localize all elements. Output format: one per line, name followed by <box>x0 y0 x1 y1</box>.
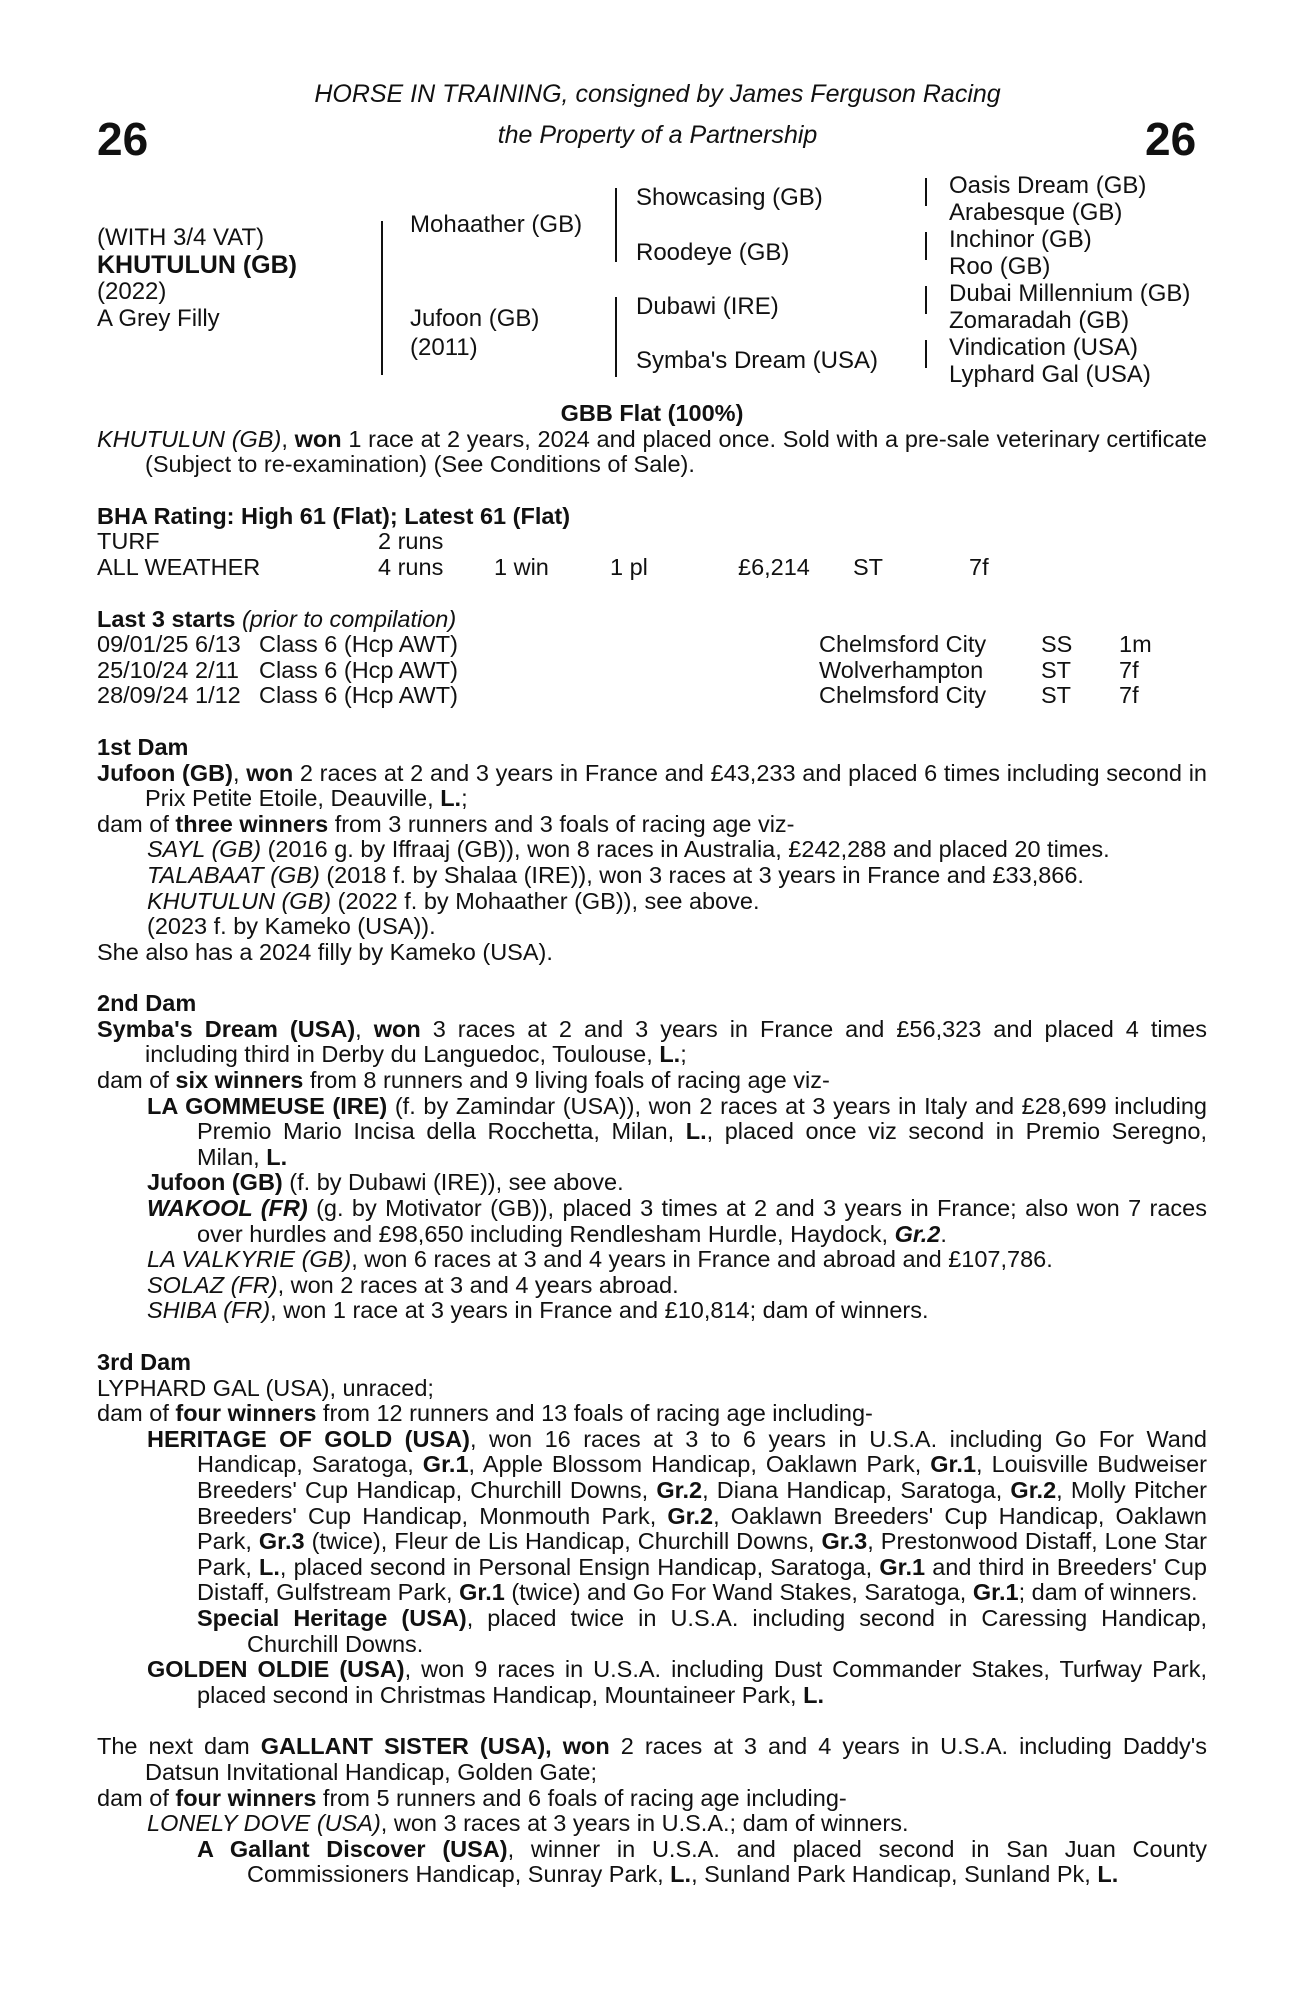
third-dam-heading: 3rd Dam <box>97 1349 192 1375</box>
granddam-3: Zomaradah (GB) <box>949 307 1130 334</box>
produce-text: , winner in U.S.A. and placed second in San Juan County Commissioners Handicap, Sunray Park, <box>247 1835 1207 1888</box>
last-starts-section <box>97 607 1207 709</box>
group-mark: Gr.3 <box>258 1528 305 1555</box>
produce-name: KHUTULUN (GB) <box>147 887 332 914</box>
start-going: ST <box>1041 682 1072 709</box>
group-mark: Gr.1 <box>930 1451 977 1478</box>
grandsire-1: Oasis Dream (GB) <box>949 172 1147 199</box>
produce-name: SHIBA (FR) <box>147 1297 271 1324</box>
start-distance: 1m <box>1119 631 1152 658</box>
listed-mark: L. <box>259 1553 280 1580</box>
dam: Jufoon (GB) <box>410 305 540 332</box>
first-dam-heading: 1st Dam <box>97 733 189 760</box>
pedigree-brace-3d <box>925 340 927 368</box>
group-mark: Gr.1 <box>422 1451 469 1478</box>
next-dam-pre: The next dam <box>97 1733 261 1760</box>
produce-text: . <box>940 1220 947 1247</box>
bha-section <box>97 504 1207 581</box>
pedigree-brace-2b <box>615 297 617 377</box>
sire-sire: Showcasing (GB) <box>636 184 823 211</box>
turf-runs: 2 runs <box>378 528 444 555</box>
second-dam-record: Symba's Dream (USA), won 3 races at 2 and 3 years in France and £56,323 and placed 4 times including third in Derby du Languedoc, Toulouse, L.; <box>97 1015 1208 1068</box>
lot-number-right: 26 <box>1145 113 1197 165</box>
produce-text: , won 1 race at 3 years in France and £10,814; dam of winners. <box>270 1297 929 1324</box>
produce-name: Special Heritage (USA) <box>197 1604 467 1631</box>
produce-name: WAKOOL (FR) <box>147 1195 308 1222</box>
damof-post: from 8 runners and 9 living foals of racing age viz- <box>303 1067 830 1094</box>
start-course: Wolverhampton <box>819 656 984 683</box>
pedigree-brace-2a <box>615 188 617 262</box>
start-class: Class 6 (Hcp AWT) <box>259 682 458 709</box>
second-dam-won: won <box>373 1015 421 1042</box>
horse-year: (2022) <box>97 278 167 305</box>
start-class: Class 6 (Hcp AWT) <box>259 631 458 658</box>
next-dam-section <box>97 1734 1207 1888</box>
damof-bold: three winners <box>175 810 329 837</box>
listed-mark: L. <box>440 785 462 812</box>
first-dam-record: Jufoon (GB), won 2 races at 2 and 3 years in France and £43,233 and placed 6 times including second in Prix Petite Etoile, Deauville, L.; <box>97 759 1208 812</box>
horse-description: A Grey Filly <box>97 305 220 332</box>
produce-text: (f. by Zamindar (USA)), won 2 races at 3 years in Italy and £28,699 including Premio Mario Incisa della Rocchetta, Milan, <box>197 1092 1207 1145</box>
damof-bold: four winners <box>175 1784 317 1811</box>
produce-entry <box>97 1657 1207 1708</box>
group-mark: Gr.3 <box>821 1528 868 1555</box>
start-position: 6/13 <box>195 631 241 658</box>
aw-label: ALL WEATHER <box>97 553 261 580</box>
last-starts-note: (prior to compilation) <box>241 605 457 632</box>
damof-post: from 3 runners and 3 foals of racing age viz- <box>328 810 795 837</box>
damof-post: from 12 runners and 13 foals of racing age including- <box>316 1400 873 1427</box>
first-dam-tail: ; <box>461 785 468 812</box>
produce-text: (2023 f. by Kameko (USA)). <box>147 913 436 940</box>
produce-name: LONELY DOVE (USA) <box>147 1810 381 1837</box>
grandsire-3: Dubai Millennium (GB) <box>949 280 1191 307</box>
damof-bold: six winners <box>175 1067 304 1094</box>
next-dam-produce-intro <box>97 1786 1207 1812</box>
pedigree-brace-3c <box>925 286 927 314</box>
aw-distance: 7f <box>969 553 989 580</box>
pedigree-brace-1 <box>381 221 383 375</box>
aw-runs: 4 runs <box>378 553 444 580</box>
produce-entry <box>97 914 1207 940</box>
produce-name: SOLAZ (FR) <box>147 1271 278 1298</box>
produce-text: (f. by Dubawi (IRE)), see above. <box>282 1169 624 1196</box>
summary: KHUTULUN (GB), won 1 race at 2 years, 2024 and placed once. Sold with a pre-sale veterinary certificate (Subject to re-examination) (See Conditions of Sale). <box>97 425 1207 478</box>
group-mark: Gr.2 <box>1010 1476 1057 1503</box>
produce-text: , won 6 races at 3 and 4 years in France and abroad and £107,786. <box>351 1246 1053 1273</box>
start-date: 25/10/24 <box>97 656 189 683</box>
dam-dam: Symba's Dream (USA) <box>636 347 878 374</box>
produce-entry <box>97 889 1207 915</box>
group-mark: Gr.1 <box>459 1579 505 1606</box>
group-mark: Gr.2 <box>894 1220 941 1247</box>
lot-number-left: 26 <box>97 113 149 165</box>
sire: Mohaather (GB) <box>410 211 583 238</box>
start-course: Chelmsford City <box>819 682 987 709</box>
produce-name: TALABAAT (GB) <box>147 861 320 888</box>
start-course: Chelmsford City <box>819 631 987 658</box>
start-going: ST <box>1041 656 1072 683</box>
granddam-1: Arabesque (GB) <box>949 199 1123 226</box>
gbb-line: GBB Flat (100%) <box>560 400 744 426</box>
bha-title: BHA Rating: High 61 (Flat); Latest 61 (Flat) <box>97 502 571 529</box>
produce-name: HERITAGE OF GOLD (USA) <box>147 1425 470 1452</box>
pedigree-brace-3a <box>925 178 927 206</box>
first-dam-produce-intro <box>97 812 1207 838</box>
start-row <box>97 658 1207 684</box>
listed-mark: L. <box>659 1041 681 1068</box>
grandsire-2: Inchinor (GB) <box>949 226 1092 253</box>
property-line: the Property of a Partnership <box>497 121 818 149</box>
produce-text: , won 2 races at 3 and 4 years abroad. <box>277 1271 679 1298</box>
produce-text: , Sunland Park Handicap, Sunland Pk, <box>691 1861 1098 1888</box>
start-position: 1/12 <box>195 682 241 709</box>
second-dam-produce-intro <box>97 1068 1207 1094</box>
group-mark: Gr.2 <box>667 1502 714 1529</box>
group-mark: Gr.1 <box>972 1579 1019 1606</box>
last-starts-title <box>97 607 1207 633</box>
produce-entry <box>97 837 1207 863</box>
produce-name: LA GOMMEUSE (IRE) <box>147 1092 388 1119</box>
start-row <box>97 632 1207 658</box>
first-dam-won: won <box>246 759 294 786</box>
second-dam-name: Symba's Dream (USA) <box>97 1015 356 1042</box>
produce-entry <box>97 1170 1207 1196</box>
aw-going: ST <box>853 553 884 580</box>
produce-entry <box>97 1606 1207 1657</box>
produce-entry <box>97 1094 1207 1171</box>
second-dam-heading: 2nd Dam <box>97 990 197 1017</box>
next-dam-text: 2 races at 3 and 4 years in U.S.A. including Daddy's Datsun Invitational Handicap, Golden Gate; <box>145 1733 1208 1785</box>
next-dam-name: GALLANT SISTER (USA) <box>260 1733 546 1760</box>
dam-year: (2011) <box>410 334 478 361</box>
produce-text: (2018 f. by Shalaa (IRE)), won 3 races at 3 years in France and £33,866. <box>319 861 1084 888</box>
next-dam-record <box>97 1734 1207 1785</box>
produce-name: LA VALKYRIE (GB) <box>147 1246 352 1273</box>
summary-text: 1 race at 2 years, 2024 and placed once. Sold with a pre-sale veterinary certificate (Subject to re-examination) (See Conditions of Sale). <box>145 425 1207 478</box>
granddam-2: Roo (GB) <box>949 253 1051 280</box>
listed-mark: L. <box>685 1118 707 1145</box>
listed-mark: L. <box>1097 1861 1119 1888</box>
start-date: 28/09/24 <box>97 682 189 709</box>
first-dam-section <box>97 735 1207 965</box>
produce-name: A Gallant Discover (USA) <box>197 1835 508 1862</box>
aw-placed: 1 pl <box>610 553 648 580</box>
damof-bold: four winners <box>175 1400 317 1427</box>
start-date: 09/01/25 <box>97 631 189 658</box>
listed-mark: L. <box>266 1143 288 1170</box>
produce-name: SAYL (GB) <box>147 836 262 863</box>
third-dam-produce-intro <box>97 1401 1207 1427</box>
second-dam-record-text: 3 races at 2 and 3 years in France and £56,323 and placed 4 times including third in Derby du Languedoc, Toulouse, <box>145 1015 1208 1068</box>
dam-sire: Dubawi (IRE) <box>636 293 779 320</box>
produce-name: GOLDEN OLDIE (USA) <box>147 1656 405 1683</box>
horse-name: KHUTULUN (GB) <box>97 251 297 279</box>
sire-dam: Roodeye (GB) <box>636 239 790 266</box>
group-mark: Gr.2 <box>656 1476 703 1503</box>
start-going: SS <box>1041 631 1073 658</box>
produce-text: (g. by Motivator (GB)), placed 3 times at 2 and 3 years in France; also won 7 races over hurdles and £98,650 including Rendlesham Hurdle, Haydock, <box>197 1195 1207 1247</box>
second-dam-tail: ; <box>680 1041 687 1068</box>
second-dam-section <box>97 991 1207 1324</box>
produce-text: (2022 f. by Mohaather (GB)), see above. <box>331 887 760 914</box>
start-row <box>97 683 1207 709</box>
bha-aw-row <box>97 555 1207 581</box>
turf-label: TURF <box>97 528 160 555</box>
third-dam-section <box>97 1350 1207 1708</box>
damof-post: from 5 runners and 6 foals of racing age including- <box>316 1784 847 1811</box>
produce-entry: HERITAGE OF GOLD (USA), won 16 races at 3 to 6 years in U.S.A. including Go For Wand Handicap, Saratoga, Gr.1, Apple Blossom Handicap, Oaklawn Park, Gr.1, Louisville Budweiser Breeders' Cup Handicap, Churchill Downs, Gr.2, Diana Handicap, Saratoga, Gr.2, Molly Pitcher Breeders' Cup Handicap, Monmouth Park, Gr.2, Oaklawn Breeders' Cup Handicap, Oaklawn Park, Gr.3 (twice), Fleur de Lis Handicap, Churchill Downs, Gr.3, Prestonwood Distaff, Lone Star Park, L., placed second in Personal Ensign Handicap, Saratoga, Gr.1 and third in Breeders' Cup Distaff, Gulfstream Park, Gr.1 (twice) and Go For Wand Stakes, Saratoga, Gr.1; dam of winners. <box>147 1425 1207 1606</box>
produce-entry <box>97 1196 1207 1247</box>
produce-entry <box>97 1247 1207 1273</box>
last-starts-heading: Last 3 starts <box>97 605 236 632</box>
catalogue-body <box>97 401 1207 1888</box>
produce-entry <box>97 1298 1207 1324</box>
damof-pre: dam of <box>97 1067 176 1094</box>
group-mark: Gr.1 <box>879 1553 926 1580</box>
produce-entry <box>97 1273 1207 1299</box>
first-dam-name: Jufoon (GB) <box>97 759 233 786</box>
produce-text: , won 9 races in U.S.A. including Dust Commander Stakes, Turfway Park, placed second in Christmas Handicap, Mountaineer Park, <box>197 1656 1208 1708</box>
start-class: Class 6 (Hcp AWT) <box>259 656 458 683</box>
granddam-4: Lyphard Gal (USA) <box>949 361 1151 388</box>
damof-pre: dam of <box>97 810 176 837</box>
bha-turf-row <box>97 529 1207 555</box>
third-dam-name: LYPHARD GAL (USA), unraced; <box>97 1374 434 1401</box>
first-dam-also: She also has a 2024 filly by Kameko (USA). <box>97 938 553 965</box>
produce-entry <box>97 1811 1207 1837</box>
produce-text: , placed once viz second in Premio Seregno, Milan, <box>197 1118 1208 1170</box>
damof-pre: dam of <box>97 1784 176 1811</box>
first-dam-record-text: 2 races at 2 and 3 years in France and £43,233 and placed 6 times including second in Prix Petite Etoile, Deauville, <box>145 759 1208 812</box>
start-distance: 7f <box>1119 682 1139 709</box>
start-distance: 7f <box>1119 656 1139 683</box>
start-position: 2/11 <box>195 656 239 683</box>
grandsire-4: Vindication (USA) <box>949 334 1138 361</box>
consignment-line: HORSE IN TRAINING, consigned by James Ferguson Racing <box>314 80 1001 108</box>
produce-entry <box>97 1837 1207 1888</box>
produce-text: (2016 g. by Iffraaj (GB)), won 8 races in Australia, £242,288 and placed 20 times. <box>261 836 1110 863</box>
aw-wins: 1 win <box>494 553 549 580</box>
produce-text: , placed twice in U.S.A. including second in Caressing Handicap, Churchill Downs. <box>247 1604 1207 1657</box>
produce-name: Jufoon (GB) <box>147 1169 283 1196</box>
listed-mark: L. <box>670 1861 692 1888</box>
produce-text: , won 3 races at 3 years in U.S.A.; dam of winners. <box>380 1810 909 1837</box>
vat-note: (WITH 3/4 VAT) <box>97 224 265 251</box>
pedigree-brace-3b <box>925 232 927 260</box>
listed-mark: L. <box>803 1681 824 1708</box>
next-dam-won: , won <box>545 1733 610 1760</box>
summary-won: won <box>294 425 342 452</box>
produce-entry <box>97 863 1207 889</box>
aw-prize: £6,214 <box>738 553 810 580</box>
damof-pre: dam of <box>97 1400 176 1427</box>
summary-horse: KHUTULUN (GB) <box>97 425 282 452</box>
